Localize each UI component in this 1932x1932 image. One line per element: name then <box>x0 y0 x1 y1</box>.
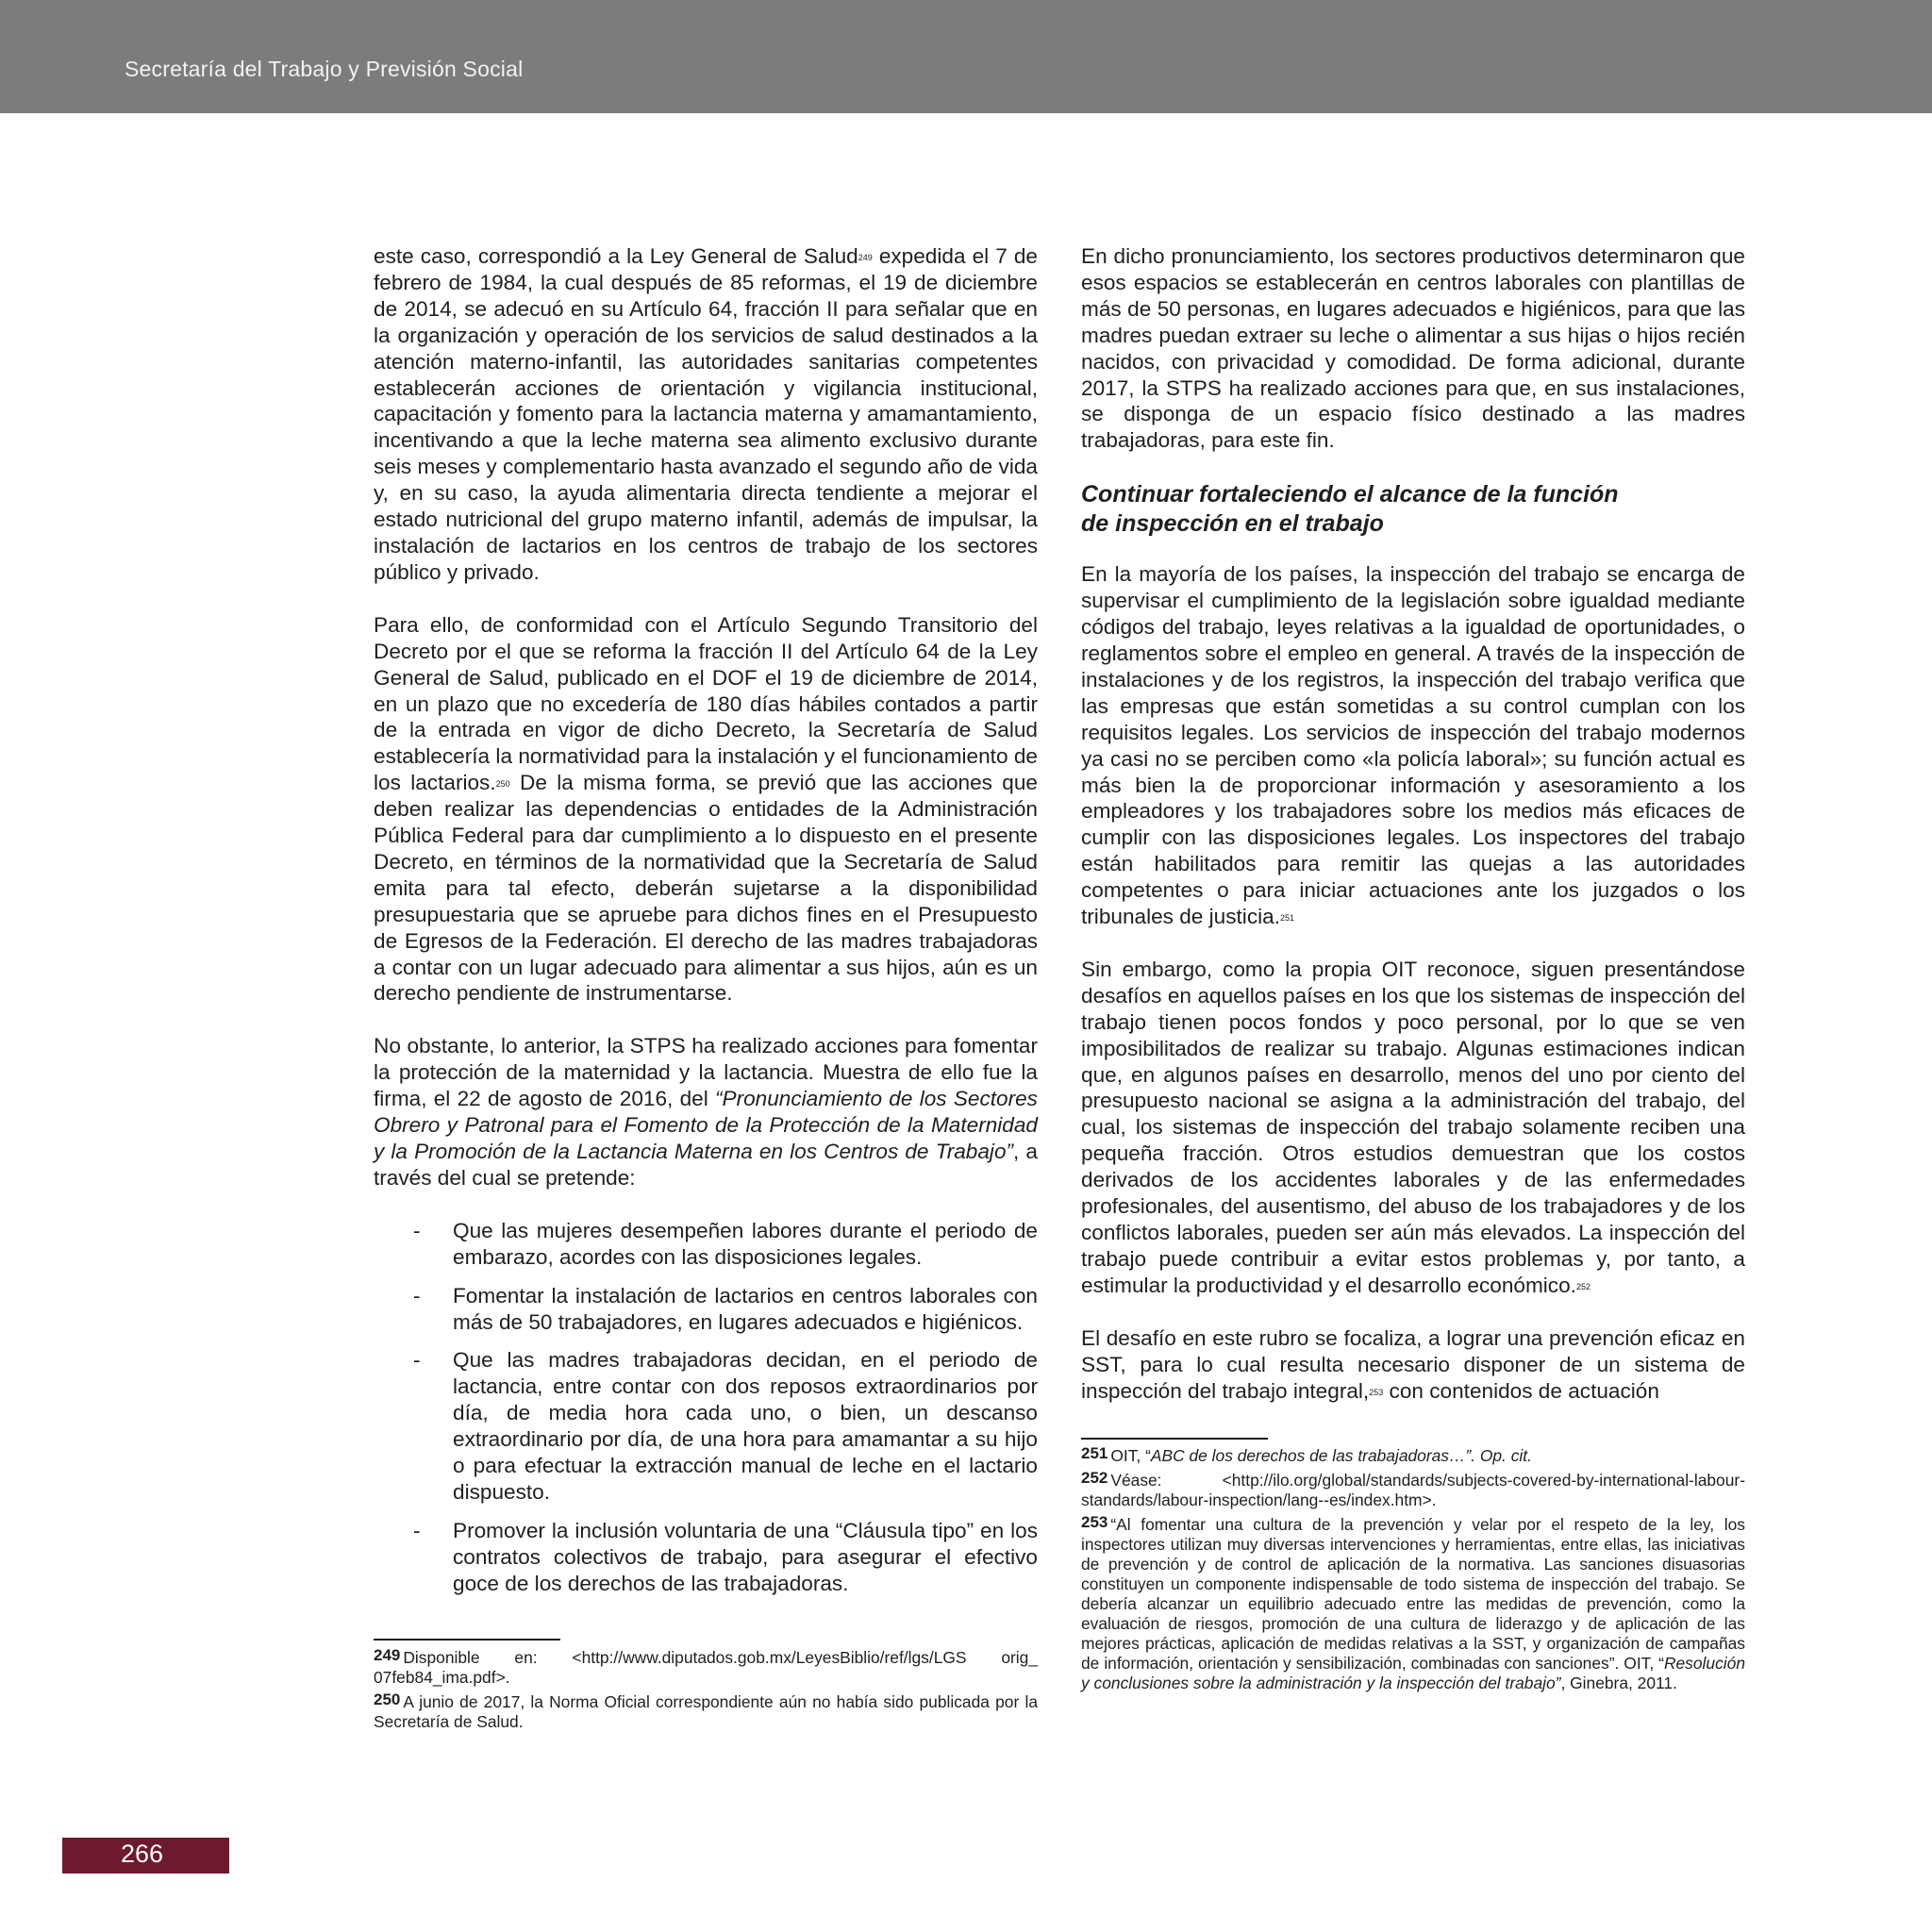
footnote-divider <box>1081 1438 1268 1440</box>
footnote <box>1081 1471 1745 1510</box>
footnote-text: , Ginebra, 2011. <box>1560 1674 1677 1692</box>
footnote-ref[interactable]: 252 <box>1575 1281 1591 1291</box>
list-item <box>374 1518 1038 1597</box>
footnote-text: A junio de 2017, la Norma Oficial correspondiente aún no había sido publicada por la Secretaría de Salud. <box>374 1692 1038 1731</box>
footnote <box>1081 1446 1745 1466</box>
footnote-text: “Al fomentar una cultura de la prevención y velar por el respeto de la ley, los inspectores utilizan muy diversas intervenciones y herramientas, entre ellas, las iniciativas de prevención y de control de aplicación de la normativa. Las sanciones disuasorias constituyen un componente indispensable de todo sistema de inspección del trabajo. Se debería alcanzar un equilibrio adecuado entre las medidas de prevención, como la evaluación de riesgos, promoción de una cultura de liderazgo y de aplicación de las mejores prácticas, aplicación de medidas relativas a la SST, y organización de campañas de información, orientación y sensibilización, combinadas con sanciones”. OIT, “ <box>1081 1515 1745 1673</box>
list-item <box>374 1347 1038 1505</box>
heading-line: de inspección en el trabajo <box>1081 510 1384 538</box>
right-column <box>1081 243 1745 1404</box>
footnote <box>374 1648 1038 1688</box>
dash-marker: - <box>413 1283 421 1307</box>
header-title: Secretaría del Trabajo y Previsión Social <box>125 57 524 81</box>
dash-marker: - <box>413 1348 421 1373</box>
paragraph <box>1081 957 1745 1299</box>
paragraph <box>1081 1325 1745 1405</box>
footnote-text: Véase: <http://ilo.org/global/standards/subjects-covered-by-international-labour-standards/labour-inspection/lang--es/index.htm>. <box>1081 1471 1745 1509</box>
list-item-text: Que las madres trabajadoras decidan, en el periodo de lactancia, entre contar con dos reposos extraordinarios por día, de media hora cada uno, o bien, un descanso extraordinario por día, de una hora para amamantar a su hijo o para efectuar la extracción manual de leche en el lactario dispuesto. <box>453 1348 1038 1504</box>
list-item <box>374 1283 1038 1336</box>
left-footnotes <box>374 1648 1038 1737</box>
dash-marker: - <box>413 1518 421 1542</box>
footnote-ref[interactable]: 249 <box>858 253 873 262</box>
footnote-italic: ABC de los derechos de las trabajadoras…”. Op. cit. <box>1150 1446 1532 1465</box>
footnote-ref[interactable]: 253 <box>1369 1387 1384 1397</box>
text-run: No obstante, lo anterior, la STPS ha realizado acciones para fomentar la protección de la maternidad y la lactancia. Muestra de ello fue la firma, el 22 de agosto de 2016, del <box>374 1034 1038 1111</box>
footnote-number: 250 <box>374 1690 401 1708</box>
text-run: Para ello, de conformidad con el Artículo Segundo Transitorio del Decreto por el que se reforma la fracción II del Artículo 64 de la Ley General de Salud, publicado en el DOF el 19 de diciembre de 2014, en un plazo que no excedería de 180 días hábiles contados a partir de la entrada en vigor de dicho Decreto, la Secretaría de Salud establecería la normatividad para la instalación y el funcionamiento de los lactarios. <box>374 612 1038 795</box>
text-run: este caso, correspondió a la Ley General de Salud <box>374 244 858 268</box>
list-item-text: Fomentar la instalación de lactarios en centros laborales con más de 50 trabajadores, en lugares adecuados e higiénicos. <box>453 1283 1038 1334</box>
paragraph <box>1081 561 1745 930</box>
list-item-text: Que las mujeres desempeñen labores durante el periodo de embarazo, acordes con las disposiciones legales. <box>453 1218 1038 1269</box>
footnote-number: 249 <box>374 1646 401 1664</box>
page-number: 266 <box>121 1840 164 1868</box>
text-run: Sin embargo, como la propia OIT reconoce, siguen presentándose desafíos en aquellos países en los que los sistemas de inspección del trabajo tienen pocos fondos y poco personal, por lo que se ven imposibilitados de realizar su trabajo. Algunas estimaciones indican que, en algunos países en desarrollo, menos del uno por ciento del presupuesto nacional se asigna a la administración del trabajo, del cual, los sistemas de inspección del trabajo solamente reciben una pequeña fracción. Otros estudios demuestran que los costos derivados de los accidentes laborales y de las enfermedades profesionales, del ausentismo, del abuso de los trabajadores y de los conflictos laborales, pueden ser aún más elevados. La inspección del trabajo puede contribuir a evitar estos problemas y, por tanto, a estimular la productividad y el desarrollo económico. <box>1081 957 1745 1297</box>
paragraph: En dicho pronunciamiento, los sectores productivos determinaron que esos espacios se establecerán en centros laborales con plantillas de más de 50 personas, en lugares adecuados e higiénicos, para que las madres puedan extraer su leche o alimentar a sus hijas o hijos recién nacidos, con privacidad y comodidad. De forma adicional, durante 2017, la STPS ha realizado acciones para que, en sus instalaciones, se disponga de un espacio físico destinado a las madres trabajadoras, para este fin. <box>1081 244 1745 453</box>
footnote-number: 252 <box>1081 1469 1108 1487</box>
text-run: , a través del cual se pretende: <box>374 1140 1038 1190</box>
paragraph <box>374 612 1038 1008</box>
section-heading <box>1081 480 1745 539</box>
footnote-italic: Resolución y conclusiones sobre la administración y la inspección del trabajo” <box>1081 1654 1745 1692</box>
footnote-text: OIT, “ <box>1110 1446 1151 1465</box>
header-bar <box>0 0 1932 113</box>
footnote-divider <box>374 1639 560 1641</box>
text-run: con contenidos de actuación <box>1383 1378 1659 1403</box>
list-item <box>374 1218 1038 1271</box>
dash-marker: - <box>413 1218 421 1242</box>
text-run: El desafío en este rubro se focaliza, a lograr una prevención eficaz en SST, para lo cual resulta necesario disponer de un sistema de inspección del trabajo integral, <box>1081 1325 1745 1403</box>
footnote-number: 251 <box>1081 1444 1108 1462</box>
heading-line: Continuar fortaleciendo el alcance de la función <box>1081 481 1619 508</box>
text-run: De la misma forma, se previó que las acciones que deben realizar las dependencias o entidades de la Administración Pública Federal para dar cumplimiento a lo dispuesto en el presente Decreto, en términos de la normatividad que la Secretaría de Salud emita para tal efecto, deberán sujetarse a la disponibilidad presupuestaria que se apruebe para dichos fines en el Presupuesto de Egresos de la Federación. El derecho de las madres trabajadoras a contar con un lugar adecuado para alimentar a sus hijos, aún es un derecho pendiente de instrumentarse. <box>374 771 1038 1006</box>
paragraph <box>374 243 1038 586</box>
footnote <box>374 1692 1038 1732</box>
list-item-text: Promover la inclusión voluntaria de una “Cláusula tipo” en los contratos colectivos de trabajo, para asegurar el efectivo goce de los derechos de las trabajadoras. <box>453 1518 1038 1595</box>
footnote-ref[interactable]: 251 <box>1280 913 1295 924</box>
right-footnotes <box>1081 1446 1745 1698</box>
italic-title: “Pronunciamiento de los Sectores Obrero y Patronal para el Fomento de la Protección de la Maternidad y la Promoción de la Lactancia Materna en los Centros de Trabajo” <box>374 1087 1038 1163</box>
footnote-ref[interactable]: 250 <box>495 779 510 790</box>
footnote-text: Disponible en: <http://www.diputados.gob.mx/LeyesBiblio/ref/lgs/LGS orig_ 07feb84_ima.pdf>. <box>374 1648 1038 1687</box>
footnote-number: 253 <box>1081 1513 1108 1531</box>
paragraph <box>374 1033 1038 1191</box>
left-column <box>374 243 1038 1609</box>
footnote <box>1081 1515 1745 1693</box>
text-run: En la mayoría de los países, la inspección del trabajo se encarga de supervisar el cumplimiento de la legislación sobre igualdad mediante códigos del trabajo, leyes relativas a la igualdad de oportunidades, o reglamentos sobre el empleo en general. A través de la inspección de instalaciones y de los registros, la inspección del trabajo verifica que las empresas que están sometidas a su control cumplan con los requisitos legales. Los servicios de inspección del trabajo modernos ya casi no se perciben como «la policía laboral»; su función actual es más bien la de proporcionar información y asesoramiento a los empleadores y los trabajadores sobre los medios más eficaces de cumplir con las disposiciones legales. Los inspectores del trabajo están habilitados para remitir las quejas a las autoridades competentes o para iniciar actuaciones ante los juzgados o los tribunales de justicia. <box>1081 562 1745 929</box>
text-run: expedida el 7 de febrero de 1984, la cual después de 85 reformas, el 19 de diciembre de 2014, se adecuó en su Artículo 64, fracción II para señalar que en la organización y operación de los servicios de salud destinados a la atención materno-infantil, las autoridades sanitarias competentes establecerán acciones de orientación y vigilancia institucional, capacitación y fomento para la lactancia materna y amamantamiento, incentivando a que la leche materna sea alimento exclusivo durante seis meses y complementario hasta avanzado el segundo año de vida y, en su caso, la ayuda alimentaria directa tendiente a mejorar el estado nutricional del grupo materno infantil, además de impulsar, la instalación de lactarios en los centros de trabajo de los sectores público y privado. <box>374 244 1038 584</box>
bullet-list <box>374 1218 1038 1597</box>
